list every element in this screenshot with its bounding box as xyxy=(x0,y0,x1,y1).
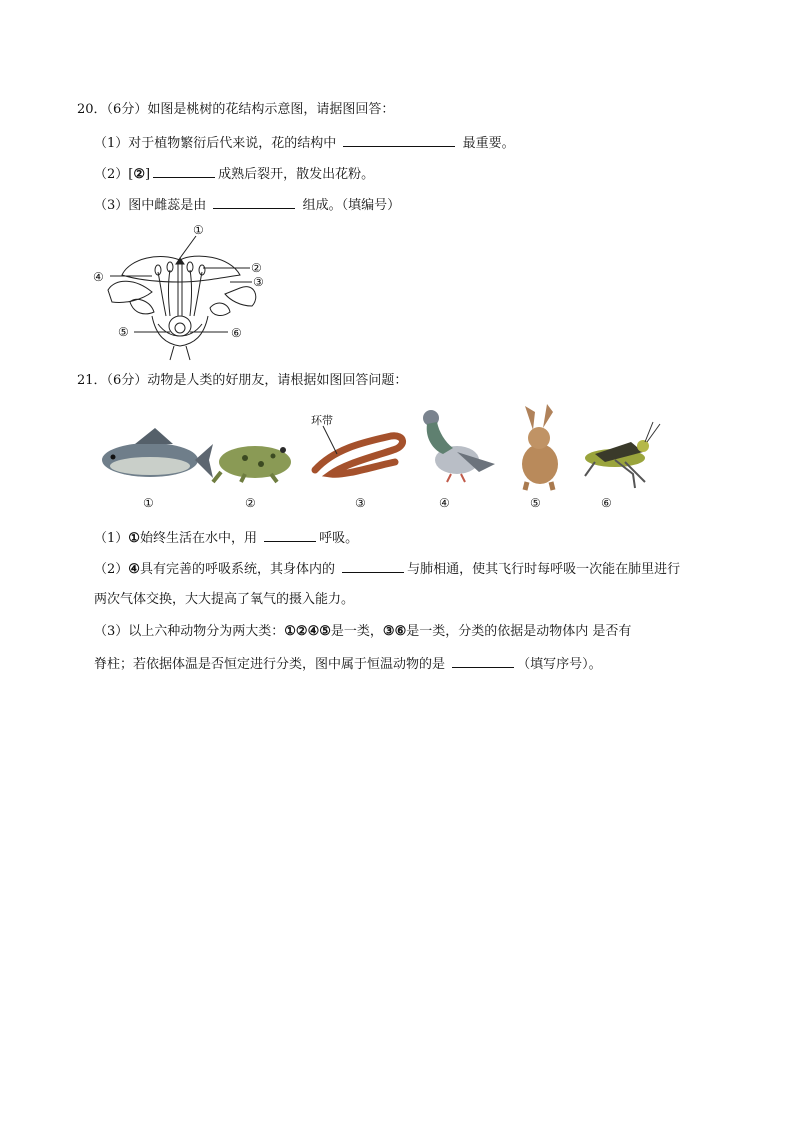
animals-figure xyxy=(95,402,665,514)
q21-subq2-suffix: 与肺相通，使其飞行时每呼吸一次能在肺里进行 xyxy=(407,562,681,577)
q21-subq3-mid2: 是一类，分类的依据是动物体内 是否有 xyxy=(406,624,632,639)
q20-subq1 xyxy=(94,133,515,153)
grasshopper-image xyxy=(585,422,660,488)
q21-subq1-number: （1） xyxy=(94,531,129,546)
flower-label-6: ⑥ xyxy=(231,326,242,340)
q21-subq2-ref: ④ xyxy=(128,562,140,577)
q21-subq1-prefix: 始终生活在水中，用 xyxy=(139,531,257,546)
q21-subq2-prefix: 具有完善的呼吸系统，其身体内的 xyxy=(139,562,335,577)
q20-subq1-suffix: 最重要。 xyxy=(462,136,515,151)
q21-subq3-line2 xyxy=(94,654,602,674)
earthworm-image xyxy=(311,413,403,474)
animal-number-3: ③ xyxy=(355,496,366,510)
flower-label-4: ④ xyxy=(93,270,104,284)
q21-subq3-group1: ①②④⑤ xyxy=(284,624,331,639)
q20-subq1-prefix: （1）对于植物繁衍后代来说，花的结构中 xyxy=(94,136,337,151)
q20-subq3-suffix: 组成。（填编号） xyxy=(302,198,401,213)
q21-subq1-suffix: 呼吸。 xyxy=(319,531,359,546)
q21-subq3-prefix: （3）以上六种动物分为两大类： xyxy=(94,624,285,639)
q21-subq3-mid1: 是一类， xyxy=(330,624,383,639)
q21-subq3-line2-prefix: 脊柱；若依据体温是否恒定进行分类，图中属于恒温动物的是 xyxy=(94,657,446,672)
flower-label-2: ② xyxy=(251,261,262,275)
animal-number-1: ① xyxy=(143,496,154,510)
animal-number-4: ④ xyxy=(439,496,450,510)
fish-image xyxy=(102,428,213,478)
earthworm-clitellum-label: 环带 xyxy=(311,414,333,427)
q20-subq2-prefix: （2）[ xyxy=(94,167,134,182)
q21-stem: 21．（6分）动物是人类的好朋友，请根据如图回答问题： xyxy=(77,373,408,388)
flower-structure-diagram xyxy=(90,220,270,362)
flower-label-1: ① xyxy=(193,223,204,237)
q21-subq1-ref: ① xyxy=(128,531,140,546)
frog-image xyxy=(213,446,291,482)
q20-answer-blank-1[interactable] xyxy=(343,133,455,147)
q20-subq2-suffix: 成熟后裂开，散发出花粉。 xyxy=(218,167,375,182)
q21-subq2-line2: 两次气体交换，大大提高了氧气的摄入能力。 xyxy=(94,592,355,607)
q20-subq3 xyxy=(94,195,400,215)
q21-subq3 xyxy=(94,623,631,641)
q21-answer-blank-2[interactable] xyxy=(342,559,404,573)
q21-subq2 xyxy=(94,559,680,579)
q21-subq3-group2: ③⑥ xyxy=(382,624,407,639)
animal-number-2: ② xyxy=(245,496,256,510)
animal-number-6: ⑥ xyxy=(601,496,612,510)
q20-answer-blank-2[interactable] xyxy=(153,164,215,178)
q21-subq3-line2-suffix: （填写序号）。 xyxy=(517,657,602,672)
q20-answer-blank-3[interactable] xyxy=(213,195,295,209)
q20-subq2 xyxy=(94,164,374,184)
q21-answer-blank-3[interactable] xyxy=(452,654,514,668)
q20-subq3-prefix: （3）图中雌蕊是由 xyxy=(94,198,207,213)
q21-subq1 xyxy=(94,528,358,548)
pigeon-image xyxy=(423,410,495,482)
animal-number-5: ⑤ xyxy=(530,496,541,510)
q21-answer-blank-1[interactable] xyxy=(264,528,316,542)
q20-subq2-number: ② xyxy=(133,167,145,182)
q21-subq2-number: （2） xyxy=(94,562,129,577)
q20-subq2-bracket: ] xyxy=(145,167,151,182)
q20-stem: 20．（6分）如图是桃树的花结构示意图，请据图回答： xyxy=(77,102,395,117)
flower-label-5: ⑤ xyxy=(118,325,129,339)
rabbit-image xyxy=(522,404,558,490)
flower-label-3: ③ xyxy=(253,275,264,289)
